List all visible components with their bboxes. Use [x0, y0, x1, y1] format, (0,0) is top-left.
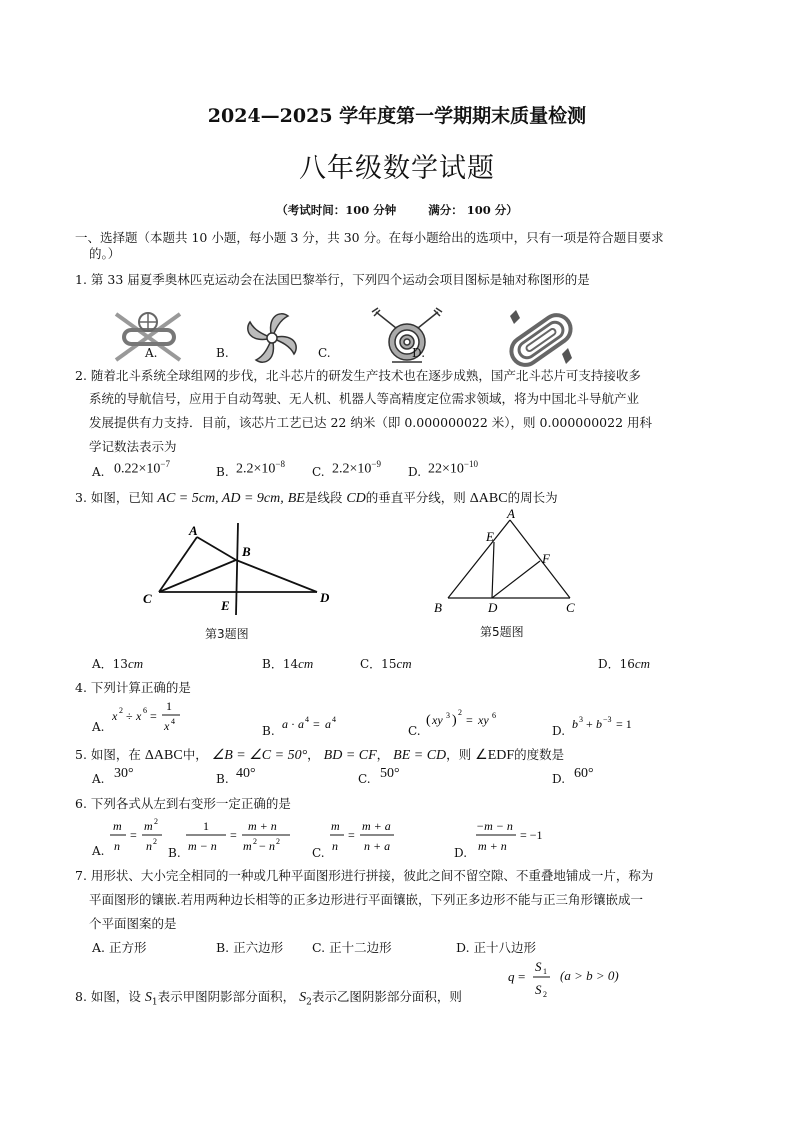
- svg-text:m: m: [331, 819, 340, 833]
- question-2-line-4: 学记数法表示为: [89, 439, 177, 454]
- q7-option-d[interactable]: D. 正十八边形: [456, 940, 537, 955]
- svg-text:x: x: [164, 719, 170, 733]
- svg-text:2: 2: [276, 837, 280, 846]
- q7-option-c[interactable]: C. 正十二边形: [312, 940, 392, 955]
- q6-option-c-expr: [330, 816, 400, 860]
- q4-options: [92, 698, 652, 738]
- exam-time: （考试时间：100 分钟: [276, 203, 397, 217]
- svg-text:+: +: [586, 717, 593, 731]
- svg-text:x: x: [136, 709, 142, 723]
- svg-text:a: a: [298, 717, 304, 731]
- svg-text:÷: ÷: [126, 709, 133, 723]
- svg-text:=: =: [348, 828, 355, 842]
- q3-option-d-unit: cm: [634, 656, 651, 671]
- q3-be: BE: [287, 491, 305, 506]
- q4-option-b-label[interactable]: B.: [262, 724, 275, 738]
- fig5-label-a: A: [507, 508, 515, 521]
- svg-text:m + a: m + a: [362, 819, 391, 833]
- svg-text:1: 1: [203, 819, 209, 833]
- q6-option-b-label[interactable]: B.: [168, 846, 181, 860]
- q4-option-a-label[interactable]: A.: [92, 720, 105, 734]
- svg-text:−m − n: −m − n: [476, 819, 513, 833]
- fig5-label-b: B: [434, 600, 442, 615]
- figure-5-caption: 第5题图: [480, 625, 524, 639]
- q8-s2: S: [299, 990, 307, 1005]
- q5-c1: 中，: [182, 747, 208, 762]
- question-7-line-2: 平面图形的镶嵌.若用两种边长相等的正多边形进行平面镶嵌，下列正多边形不能与正三角形镶嵌成一: [89, 892, 643, 907]
- q5-option-d-label[interactable]: D.: [552, 772, 566, 786]
- q3-prefix: 3. 如图，已知: [75, 490, 154, 505]
- q3-option-d-value: D．16: [598, 657, 635, 671]
- q5-option-a-value: 30°: [114, 766, 134, 781]
- q3-mid: 是线段: [304, 490, 343, 505]
- q8-t1: 表示甲图阴影部分面积，: [157, 989, 296, 1004]
- q3-cd: CD: [346, 491, 366, 506]
- figure-3: [135, 515, 345, 615]
- q2-option-d-base: 22×10: [428, 461, 464, 477]
- q4-option-d-expr: [572, 712, 656, 740]
- svg-text:−: −: [259, 839, 266, 853]
- q5-option-c-value: 50°: [380, 766, 400, 781]
- question-2-line-2: 系统的导航信号，应用于自动驾驶、无人机、机器人等高精度定位需求领域，将为中国北斗导航产业: [89, 391, 640, 406]
- question-7-line-3: 个平面图案的是: [89, 916, 177, 931]
- q3-option-a-value: A．13: [92, 657, 128, 671]
- svg-text:2: 2: [253, 837, 257, 846]
- q8-s1-sub: 1: [151, 997, 158, 1008]
- svg-text:6: 6: [492, 711, 496, 720]
- fig3-label-e: E: [221, 598, 230, 613]
- svg-text:x: x: [112, 709, 118, 723]
- svg-text:): ): [452, 713, 457, 728]
- q6-option-a-label[interactable]: A.: [92, 844, 105, 858]
- svg-text:= 1: = 1: [616, 717, 632, 731]
- q5-eq2: BE = CD: [393, 748, 447, 763]
- q2-option-c-value: [332, 459, 381, 478]
- svg-text:m − n: m − n: [188, 839, 217, 853]
- q3-suffix: 的垂直平分线，则: [365, 490, 466, 505]
- q2-option-c-exp: −9: [371, 459, 381, 469]
- exam-score: 满分： 100 分）: [428, 203, 518, 217]
- svg-text:S: S: [535, 982, 542, 997]
- svg-text:1: 1: [166, 699, 172, 713]
- q5-angles: ∠B = ∠C = 50°: [211, 748, 308, 763]
- q3-option-c[interactable]: [360, 655, 412, 672]
- q4-option-b-expr: [282, 712, 362, 740]
- q2-option-d-exp: −10: [463, 459, 478, 469]
- q5-triangle: ΔABC: [144, 748, 183, 763]
- q3-option-c-value: C．15: [360, 657, 397, 671]
- fig3-label-b: B: [242, 544, 251, 559]
- q5-target: ∠EDF: [475, 748, 515, 763]
- svg-text:n: n: [146, 839, 152, 853]
- svg-text:2: 2: [119, 706, 123, 715]
- q4-option-c-expr: [426, 706, 516, 738]
- fig3-label-a: A: [189, 523, 198, 538]
- q2-options: [92, 459, 512, 481]
- q2-option-b-exp: −8: [275, 459, 285, 469]
- svg-text:xy: xy: [478, 713, 489, 727]
- q6-options: [92, 814, 572, 860]
- q2-option-d-label[interactable]: D.: [408, 465, 422, 479]
- q2-option-d-value: [428, 459, 478, 478]
- svg-text:a: a: [282, 717, 288, 731]
- q5-suffix2: 的度数是: [514, 747, 565, 762]
- q2-option-a-value: [114, 459, 170, 478]
- q3-option-b[interactable]: [262, 655, 313, 672]
- svg-text:m: m: [144, 819, 153, 833]
- svg-text:·: ·: [291, 717, 295, 731]
- fig5-label-e: E: [486, 529, 494, 544]
- svg-text:=: =: [130, 828, 137, 842]
- q3-option-a-unit: cm: [127, 656, 144, 671]
- svg-text:xy: xy: [432, 713, 443, 727]
- archery-target-icon: [370, 306, 444, 370]
- q3-option-d[interactable]: [598, 655, 650, 672]
- q3-condition: AC = 5cm, AD = 9cm,: [157, 491, 284, 506]
- svg-text:q: q: [508, 969, 515, 984]
- svg-text:(: (: [426, 713, 431, 728]
- q8-prefix: 8. 如图，设: [75, 989, 141, 1004]
- q8-s1: S: [144, 990, 152, 1005]
- svg-text:n + a: n + a: [364, 839, 391, 853]
- q2-option-b-base: 2.2×10: [236, 461, 276, 477]
- svg-text:n: n: [114, 839, 120, 853]
- question-2-line-3: 发展提供有力支持．目前，该芯片工艺已达 22 纳米（即 0.000000022 米），则 0.000000022 用科: [89, 415, 653, 430]
- fig5-label-d: D: [488, 600, 498, 615]
- q8-ratio-formula: [508, 956, 638, 1004]
- svg-text:n: n: [332, 839, 338, 853]
- q1-option-d[interactable]: D.: [412, 346, 426, 360]
- svg-text:3: 3: [579, 715, 583, 724]
- svg-text:2: 2: [543, 990, 547, 999]
- svg-text:b: b: [596, 717, 602, 731]
- section-heading-cont: 的。）: [89, 246, 121, 261]
- section-heading: 一、选择题（本题共 10 小题，每小题 3 分，共 30 分。在每小题给出的选项中，只有一项是符合题目要求: [75, 230, 664, 245]
- q2-option-b-value: [236, 459, 285, 478]
- q2-option-a-exp: −7: [160, 459, 170, 469]
- svg-text:2: 2: [154, 817, 158, 826]
- q2-option-b-label[interactable]: B.: [216, 465, 229, 479]
- q5-option-c-label[interactable]: C.: [358, 772, 371, 786]
- svg-text:m + n: m + n: [478, 839, 507, 853]
- question-2-line-1: 2. 随着北斗系统全球组网的步伐，北斗芯片的研发生产技术也在逐步成熟，国产北斗芯片可支持接收多: [75, 368, 641, 383]
- q5-options: [92, 766, 652, 788]
- q5-prefix: 5. 如图，在: [75, 747, 141, 762]
- figure-3-caption: 第3题图: [205, 627, 249, 641]
- svg-text:=: =: [518, 969, 526, 984]
- fig3-label-d: D: [320, 590, 330, 605]
- fig5-label-c: C: [566, 600, 575, 615]
- q3-end: 的周长为: [507, 490, 558, 505]
- q5-option-b-value: 40°: [236, 766, 256, 781]
- q4-option-c-label[interactable]: C.: [408, 724, 421, 738]
- q7-option-b[interactable]: B. 正六边形: [216, 940, 284, 955]
- q6-option-c-label[interactable]: C.: [312, 846, 325, 860]
- q1-option-b[interactable]: B.: [216, 346, 229, 360]
- q8-condition: (a > b > 0): [560, 968, 619, 983]
- svg-text:=: =: [466, 713, 473, 727]
- q2-option-a-base: 0.22×10: [114, 461, 161, 477]
- q8-t2: 表示乙图阴影部分面积，则: [311, 989, 462, 1004]
- svg-text:b: b: [572, 717, 578, 731]
- q5-option-b-label[interactable]: B.: [216, 772, 229, 786]
- q3-triangle: ΔABC: [469, 491, 508, 506]
- q6-option-d-label[interactable]: D.: [454, 846, 468, 860]
- q5-eq1: BD = CF: [323, 748, 377, 763]
- svg-text:1: 1: [543, 967, 547, 976]
- q6-option-a-expr: [110, 816, 170, 860]
- q8-s2-sub: 2: [306, 997, 312, 1008]
- svg-text:=: =: [230, 828, 237, 842]
- q6-option-b-expr: [186, 816, 296, 860]
- fig3-label-c: C: [143, 591, 152, 606]
- svg-text:=: =: [313, 717, 320, 731]
- svg-text:a: a: [325, 717, 331, 731]
- q2-option-c-label[interactable]: C.: [312, 465, 325, 479]
- svg-text:m: m: [243, 839, 252, 853]
- svg-text:S: S: [535, 959, 542, 974]
- exam-subtitle: 八年级数学试题: [299, 153, 495, 184]
- figure-5: [430, 508, 590, 616]
- question-4-stem: 4. 下列计算正确的是: [75, 680, 191, 695]
- svg-text:4: 4: [171, 717, 175, 726]
- q6-option-d-expr: [476, 816, 572, 860]
- question-7-line-1: 7. 用形状、大小完全相同的一种或几种平面图形进行拼接，彼此之间不留空隙、不重叠地铺成一片，称为: [75, 868, 654, 883]
- q2-option-c-base: 2.2×10: [332, 461, 372, 477]
- svg-text:3: 3: [446, 711, 450, 720]
- q4-option-a-expr: [112, 698, 202, 740]
- q3-option-b-unit: cm: [298, 656, 314, 671]
- svg-text:=: =: [150, 709, 157, 723]
- question-6-stem: 6. 下列各式从左到右变形一定正确的是: [75, 796, 291, 811]
- svg-text:4: 4: [305, 715, 309, 724]
- svg-text:= −1: = −1: [520, 828, 543, 842]
- pinwheel-icon: [236, 306, 308, 370]
- q2-option-a-label[interactable]: A.: [92, 465, 105, 479]
- q1-option-a[interactable]: A.: [145, 346, 158, 360]
- q4-option-d-label[interactable]: D.: [552, 724, 566, 738]
- q3-option-c-unit: cm: [396, 656, 412, 671]
- running-track-icon: [500, 306, 582, 370]
- q7-option-a[interactable]: A. 正方形: [92, 940, 147, 955]
- svg-text:2: 2: [458, 708, 462, 717]
- q5-option-d-value: 60°: [574, 766, 594, 781]
- svg-text:m + n: m + n: [248, 819, 277, 833]
- question-8-stem: [75, 985, 462, 1015]
- svg-text:4: 4: [332, 715, 336, 724]
- svg-text:n: n: [269, 839, 275, 853]
- svg-text:6: 6: [143, 706, 147, 715]
- exam-title: 2024—2025 学年度第一学期期末质量检测: [207, 105, 587, 127]
- q5-option-a-label[interactable]: A.: [92, 772, 105, 786]
- q1-option-c[interactable]: C.: [318, 346, 331, 360]
- question-1-stem: 1. 第 33 届夏季奥林匹克运动会在法国巴黎举行，下列四个运动会项目图标是轴对称图形的是: [75, 272, 590, 287]
- svg-text:2: 2: [153, 837, 157, 846]
- q5-suffix1: ，则: [446, 747, 472, 762]
- q3-option-b-value: B．14: [262, 657, 299, 671]
- fig5-label-f: F: [542, 551, 550, 566]
- exam-info: [0, 202, 794, 218]
- q3-option-a[interactable]: [92, 655, 143, 672]
- svg-text:m: m: [113, 819, 122, 833]
- question-5-stem: 5. 如图，在 ΔABC中， ∠B = ∠C = 50°， BD = CF， BE = CD，则 ∠EDF的度数是: [75, 747, 565, 763]
- svg-text:−3: −3: [603, 715, 612, 724]
